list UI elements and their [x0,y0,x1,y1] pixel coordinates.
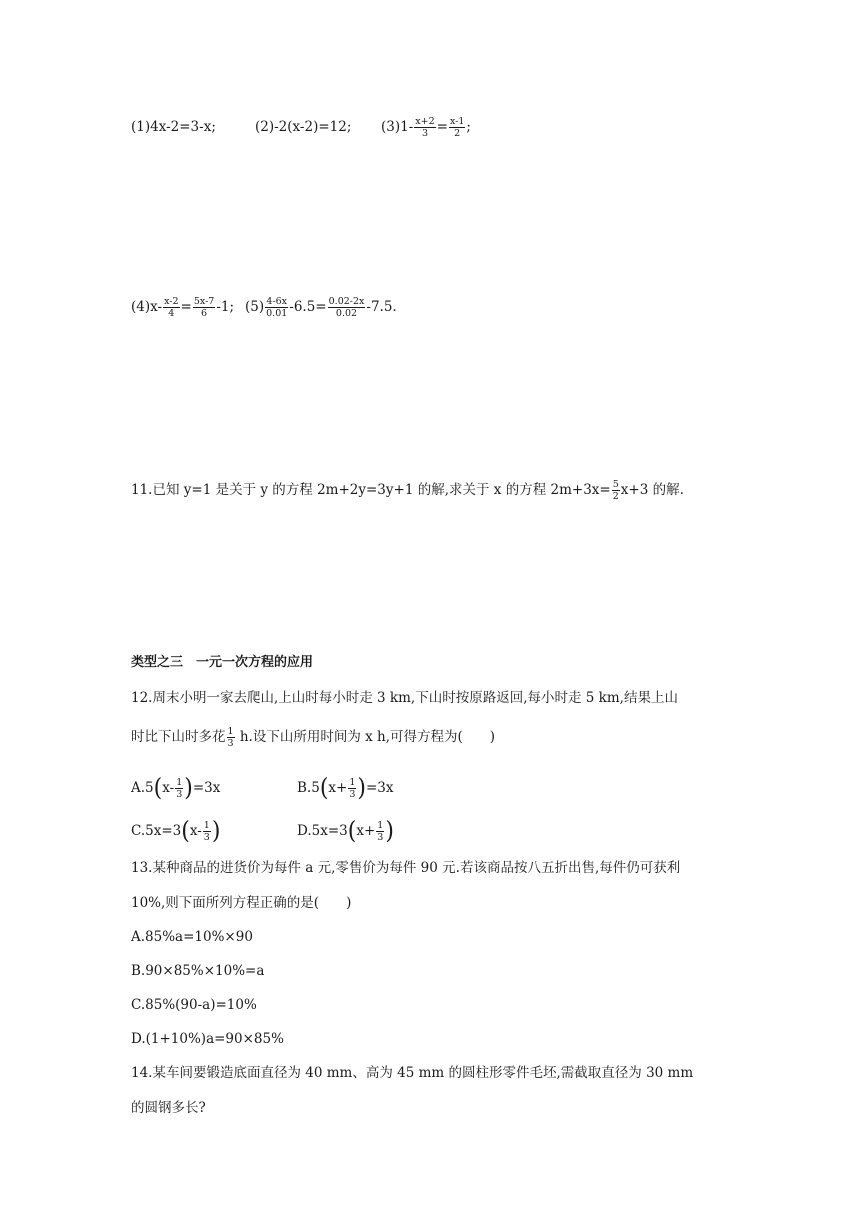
q10-eq5-fraction-1 [265,296,288,319]
fraction-denominator: 3 [349,789,356,800]
q12-line-2-end: h.设下山所用时间为 x h,可得方程为( ) [235,729,496,745]
fraction-numerator: 0.02-2x [328,296,365,307]
q11-text-part-1: 11.已知 y=1 是关于 y 的方程 2m+2y=3y+1 的解,求关于 x 的方程 2m+3x= [131,482,611,498]
q13-line-1: 13.某种商品的进货价为每件 a 元,零售价为每件 90 元.若该商品按八五折出售,每件仍可获利 [131,860,681,876]
section-title: 类型之三 一元一次方程的应用 [131,655,314,670]
q14-line-2: 的圆钢多长? [131,1100,206,1116]
fraction-numerator: 1 [176,777,183,788]
fraction-denominator: 0.02 [335,308,358,319]
option-inner: x+ [356,823,376,839]
q14-line-1: 14.某车间要锻造底面直径为 40 mm、高为 45 mm 的圆柱形零件毛坯,需截取直径为 30 mm [131,1065,694,1081]
q12-line-2 [131,726,495,749]
fraction-denominator: 4 [168,308,175,319]
fraction-denominator: 0.01 [266,308,288,319]
option-inner: x- [162,780,175,796]
q11-text-part-2: x+3 的解. [620,482,684,498]
fraction-denominator: 3 [176,789,183,800]
q12-option-d [297,817,394,845]
q10-equation-4 [131,296,234,319]
option-inner: x- [189,823,202,839]
fraction-denominator: 3 [421,128,428,139]
option-fraction [348,777,356,800]
left-paren: ( [319,774,329,802]
right-paren: ) [211,817,221,845]
option-prefix: B.5 [297,780,320,796]
q10-eq3-suffix: ; [466,119,471,135]
q13-option-d: D.(1+10%)a=90×85% [131,1031,284,1047]
option-fraction [376,820,384,843]
fraction-numerator: x+2 [415,116,435,127]
fraction-denominator: 3 [227,738,234,749]
q10-equation-5 [245,296,397,319]
fraction-numerator: 1 [377,820,384,831]
left-paren: ( [181,817,190,845]
option-suffix: =3x [365,780,394,796]
q11-text [131,479,684,502]
q13-option-c: C.85%(90-a)=10% [131,997,257,1013]
q13-line-2: 10%,则下面所列方程正确的是( ) [131,895,352,911]
q12-option-a [131,774,221,802]
q10-eq3-fraction-1 [414,116,435,139]
q10-eq3-prefix: (3)1- [381,119,414,135]
option-prefix: C.5x=3 [131,823,182,839]
option-fraction [203,820,211,843]
fraction-numerator: 5 [612,479,619,490]
fraction-denominator: 6 [201,308,208,319]
fraction-numerator: 4-6x [266,296,288,307]
left-paren: ( [153,774,163,802]
right-paren: ) [385,817,394,845]
q10-eq4-suffix: -1; [216,299,235,315]
q11-fraction [612,479,620,502]
q13-option-a: A.85%a=10%×90 [131,929,253,945]
fraction-numerator: x-1 [449,116,465,127]
q10-eq5-middle: -6.5= [289,299,327,315]
option-prefix: D.5x=3 [297,823,348,839]
q12-line-2-start: 时比下山时多花 [131,729,226,745]
right-paren: ) [184,774,193,802]
option-prefix: A.5 [131,780,154,796]
fraction-denominator: 3 [203,832,210,843]
fraction-numerator: 5x-7 [193,296,215,307]
fraction-denominator: 2 [612,491,619,502]
q10-eq4-fraction-2 [193,296,216,319]
fraction-denominator: 2 [454,128,461,139]
option-suffix: =3x [192,780,221,796]
q12-line-1: 12.周末小明一家去爬山,上山时每小时走 3 km,下山时按原路返回,每小时走 5 km,结果上山 [131,690,678,706]
equals-sign: = [180,299,192,315]
q10-equation-2: (2)-2(x-2)=12; [255,119,352,135]
q10-equation-1: (1)4x-2=3-x; [131,119,216,135]
option-inner: x+ [328,780,348,796]
fraction-denominator: 3 [377,832,384,843]
q10-eq4-prefix: (4)x- [131,299,163,315]
right-paren: ) [357,774,366,802]
q12-option-b [297,774,394,802]
q10-eq5-prefix: (5) [245,299,265,315]
q10-eq3-fraction-2 [449,116,465,139]
q10-eq5-suffix: -7.5. [366,299,397,315]
q10-equation-3 [381,116,471,139]
left-paren: ( [347,817,357,845]
q12-option-c [131,817,221,845]
fraction-numerator: 1 [349,777,356,788]
fraction-numerator: 1 [203,820,210,831]
q12-fraction [227,726,235,749]
q13-option-b: B.90×85%×10%=a [131,963,265,979]
q10-eq4-fraction-1 [163,296,179,319]
fraction-numerator: 1 [227,726,234,737]
fraction-numerator: x-2 [164,296,179,307]
option-fraction [175,777,183,800]
q10-eq5-fraction-2 [328,296,366,319]
equals-sign: = [436,119,448,135]
